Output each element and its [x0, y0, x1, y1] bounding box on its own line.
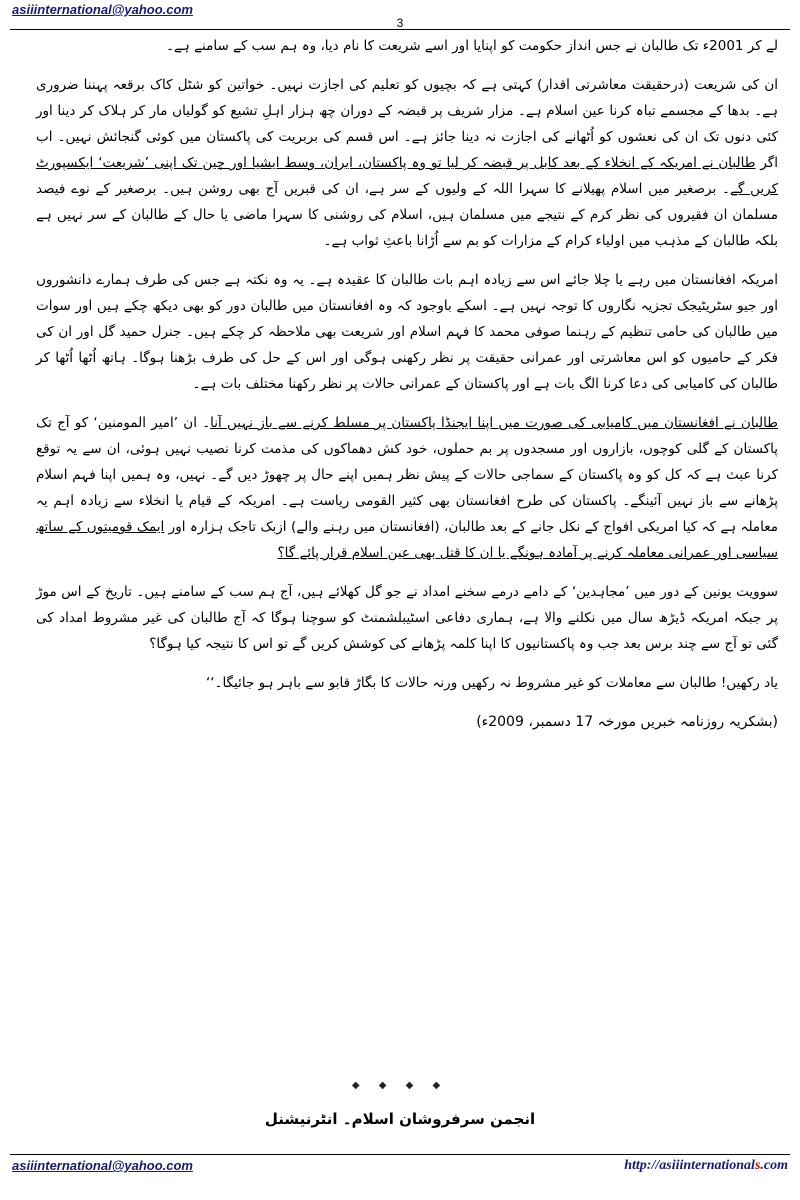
diamond-ornament: ◆ ◆ ◆ ◆: [351, 1080, 449, 1091]
header-rule: [10, 29, 790, 30]
organization-name: انجمن سرفروشان اسلام۔ انٹرنیشنل: [264, 1110, 536, 1128]
article-body: [36, 33, 778, 748]
footer-email-link[interactable]: asiiinternational@yahoo.com: [12, 1158, 193, 1173]
paragraph-3: امریکہ افغانستان میں رہے یا چلا جائے اس سے زیادہ اہم بات طالبان کا عقیدہ ہے۔ یہ وہ نکتہ ہے جس کی طرف ہمارے دانشوروں اور جیو سٹریٹیجک تجزیہ نگاروں کا توجہ نہیں ہے۔ اسکے باوجود کہ وہ افغانستان میں طالبان دور کو بھی دیکھ چکے ہیں اور سوات میں طالبان کی حامی تنظیم کے رہنما صوفی محمد کا فہم اسلام اور شریعت بھی ملاحظہ کر چکے ہیں۔ جنرل حمید گل اور ان کی فکر کے حامیوں کو اس معاشرتی اور عمرانی حقیقت پر نظر رکھنی ہوگی اور اس کے حل کی طرف بڑھنا ہوگا۔ ہاتھ اُٹھا اُٹھا کر طالبان کی کامیابی کی دعا کرنا الگ بات ہے اور پاکستان کے عمرانی حالات پر نظر رکھنا مختلف بات ہے۔: [36, 272, 778, 392]
footer-website-link[interactable]: [624, 1158, 788, 1174]
source-credit: (بشکریہ روزنامہ خبریں مورخہ 17 دسمبر، 2009ء): [476, 714, 778, 730]
paragraph-4-underlined-2: ایمک قومیتوں کے ساتھ سیاسی اور عمرانی معاملہ کرنے پر آمادہ ہونگے یا ان کا قتل بھی عین اسلام قرار پائے گا؟: [36, 519, 778, 561]
paragraph-5: سوویت یونین کے دور میں ’مجاہدین‘ کے دامے درمے سخنے امداد نے جو گل کھلائے ہیں، آج ہم سب کے سامنے ہیں۔ تاریخ کے اس موڑ پر جبکہ امریکہ ڈیڑھ سال میں نکلنے والا ہے، ہماری دفاعی اسٹیبلشمنٹ کو سوچنا ہوگا کہ آج طالبان کی غیر مشروط امداد کی گئی تو آج سے چند برس بعد جب وہ پاکستانیوں کا اپنا کلمہ پڑھانے کی کوشش کریں گے تو اس کا نتیجہ کیا ہوگا؟: [36, 584, 778, 652]
footer-url-suffix: .com: [760, 1158, 788, 1173]
paragraph-2-text-a: ان کی شریعت (درحقیقت معاشرتی اقدار) کہتی ہے کہ بچیوں کو تعلیم کی اجازت نہیں۔ خواتین کو شٹل کاک برقعہ پہننا ضروری ہے۔ بدھا کے مجسمے تباہ کرنا عین اسلام ہے۔ مزار شریف پر قبضہ کے دوران چھ ہزار اہلِ تشیع کو گولیاں مار کر ہلاک کر دینا اور کئی دنوں تک ان کی نعشوں کو اُٹھانے کی اجازت نہ دینا جائز ہے۔ اس قسم کی بربریت کی پاکستان میں کوئی گنجائش نہیں۔ اب اگر: [36, 77, 778, 171]
paragraph-2: [36, 72, 778, 254]
page-number: 3: [396, 16, 404, 30]
paragraph-4: [36, 410, 778, 566]
paragraph-4-text: ۔ ان ’امیر المومنین‘ کو آج تک پاکستان کے گلی کوچوں، بازاروں اور مسجدوں پر بم حملوں، خود کش دھماکوں کی مذمت کرنا نصیب نہیں ہوئی، ان سے یہ توقع کرنا عبث ہے کہ کل کو وہ پاکستان کے سماجی حالات کے پیش نظر ہمیں اپنے حال پر چھوڑ دیں گے۔ نہیں، وہ ہمیں اپنا فہم اسلام پڑھانے سے باز نہیں آئینگے۔ پاکستان کی طرح افغانستان بھی کثیر القومی ریاست ہے۔ امریکہ کے قیام یا انخلاء سے زیادہ اہم یہ معاملہ ہے کہ کیا امریکی افواج کے نکل جانے کے بعد طالبان، (افغانستان میں رہنے والے) ازبک تاجک ہزارہ اور: [36, 415, 779, 535]
paragraph-6: یاد رکھیں! طالبان سے معاملات کو غیر مشروط نہ رکھیں ورنہ حالات کا بگاڑ قابو سے باہر ہو جائیگا۔‘‘: [205, 675, 778, 691]
paragraph-1: لے کر 2001ء تک طالبان نے جس انداز حکومت کو اپنایا اور اسے شریعت کا نام دیا، وہ ہم سب کے سامنے ہے۔: [166, 38, 778, 54]
paragraph-2-underlined: طالبان نے امریکہ کے انخلاء کے بعد کابل پر قبضہ کر لیا تو وہ پاکستان، ایران، وسط ایشیا اور چین تک اپنی ’شریعت‘ ایکسپورٹ کریں گے: [36, 155, 778, 197]
paragraph-2-text-b: ۔ برصغیر میں اسلام پھیلانے کا سہرا اللہ کے ولیوں کے سر ہے، ان کی قبریں آج بھی روشن ہیں۔ برصغیر کے نوے فیصد مسلمان ان فقیروں کی نظر کرم کے نتیجے میں مسلمان ہیں، اسلام کی روشنی کا سہرا ماضی یا حال کے طالبان کے سر نہیں ہے بلکہ طالبان کے مذہب میں اولیاء کرام کے مزارات کو بم سے اُڑانا باعثِ ثواب ہے۔: [36, 181, 778, 249]
footer-rule: [10, 1154, 790, 1155]
footer-url-red-letter: s: [754, 1158, 761, 1173]
footer-url-prefix: http://asiiinternational: [624, 1158, 755, 1173]
paragraph-4-underlined-1: طالبان نے افغانستان میں کامیابی کی صورت میں اپنا ایجنڈا پاکستان پر مسلط کرنے سے باز نہیں آنا: [210, 415, 778, 431]
header-email-link[interactable]: asiiinternational@yahoo.com: [12, 2, 193, 17]
